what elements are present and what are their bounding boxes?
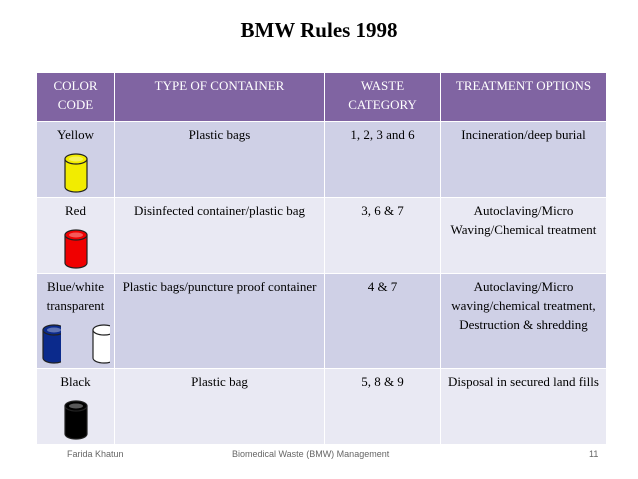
container-cell: Plastic bags xyxy=(115,122,325,198)
footer-author: Farida Khatun xyxy=(67,449,124,459)
bin-cylinder-icon xyxy=(91,323,111,365)
bin-cylinder-icon xyxy=(63,228,89,270)
header-waste-category: WASTE CATEGORY xyxy=(325,73,441,122)
slide-title: BMW Rules 1998 xyxy=(240,18,398,42)
bmw-rules-table xyxy=(36,72,607,445)
bin-cylinder-icon xyxy=(63,152,89,194)
cylinder-group xyxy=(41,323,110,365)
container-cell: Disinfected container/plastic bag xyxy=(115,198,325,274)
table-row xyxy=(37,122,607,198)
footer-page-number: 11 xyxy=(589,449,599,459)
treatment-cell: Incineration/deep burial xyxy=(441,122,607,198)
container-cell: Plastic bags/puncture proof container xyxy=(115,274,325,369)
category-cell: 4 & 7 xyxy=(325,274,441,369)
color-name: Blue/white transparent xyxy=(46,279,105,313)
table-row xyxy=(37,369,607,445)
color-name: Red xyxy=(65,203,86,218)
bin-cylinder-icon xyxy=(41,323,61,365)
table-row xyxy=(37,198,607,274)
color-name: Black xyxy=(60,374,91,389)
header-treatment-options: TREATMENT OPTIONS xyxy=(441,73,607,122)
color-name: Yellow xyxy=(57,127,94,142)
cylinder-group xyxy=(41,152,110,194)
cylinder-group xyxy=(41,399,110,441)
treatment-cell: Autoclaving/Micro Waving/Chemical treatment xyxy=(441,198,607,274)
treatment-cell: Autoclaving/Micro waving/chemical treatment, Destruction & shredding xyxy=(441,274,607,369)
color-cell xyxy=(37,274,115,369)
bin-cylinder-icon xyxy=(63,399,89,441)
color-cell xyxy=(37,369,115,445)
footer-subject: Biomedical Waste (BMW) Management xyxy=(232,449,390,459)
category-cell: 1, 2, 3 and 6 xyxy=(325,122,441,198)
cylinder-group xyxy=(41,228,110,270)
color-cell xyxy=(37,122,115,198)
header-container-type: TYPE OF CONTAINER xyxy=(115,73,325,122)
container-cell: Plastic bag xyxy=(115,369,325,445)
color-cell xyxy=(37,198,115,274)
treatment-cell: Disposal in secured land fills xyxy=(441,369,607,445)
category-cell: 5, 8 & 9 xyxy=(325,369,441,445)
category-cell: 3, 6 & 7 xyxy=(325,198,441,274)
table-header-row xyxy=(37,73,607,122)
header-color-code: COLOR CODE xyxy=(37,73,115,122)
table-row xyxy=(37,274,607,369)
